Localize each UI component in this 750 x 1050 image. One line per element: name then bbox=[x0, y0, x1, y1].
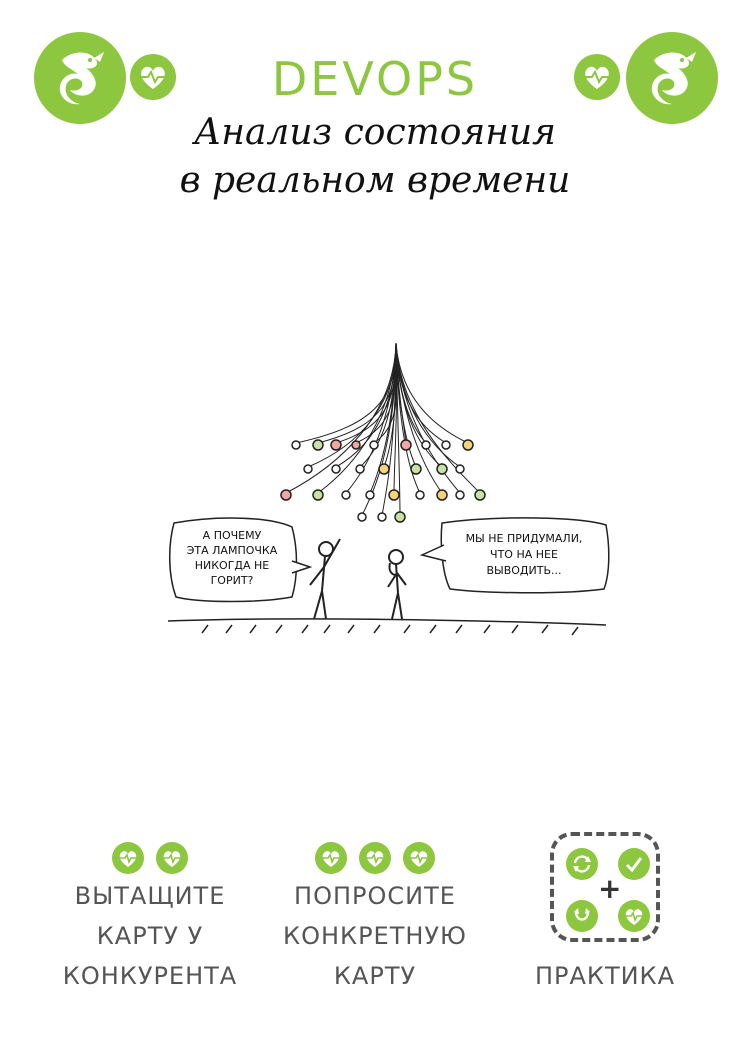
plus-sign: + bbox=[598, 872, 622, 905]
bulb bbox=[292, 441, 300, 449]
action-steal-card bbox=[60, 842, 240, 996]
heart-cost-row bbox=[60, 842, 240, 876]
speech-right-line1: МЫ НЕ ПРИДУМАЛИ, bbox=[465, 532, 583, 545]
bulb bbox=[379, 464, 389, 474]
bulb bbox=[411, 464, 421, 474]
bulb bbox=[332, 465, 340, 473]
bulb bbox=[378, 513, 386, 521]
action-request-line1: ПОПРОСИТЕ bbox=[294, 882, 456, 910]
bulb bbox=[313, 440, 323, 450]
bulb bbox=[342, 491, 350, 499]
practice-label: ПРАКТИКА bbox=[534, 962, 676, 990]
speech-left-line4: ГОРИТ? bbox=[210, 574, 254, 587]
stick-figure-left bbox=[310, 539, 340, 619]
stick-figure-right bbox=[388, 550, 406, 619]
bulb bbox=[281, 490, 291, 500]
speech-left-line2: ЭТА ЛАМПОЧКА bbox=[186, 544, 278, 557]
card-title-line2: в реальном времени bbox=[179, 160, 571, 201]
heart-pulse-icon bbox=[156, 842, 188, 874]
bulb bbox=[304, 465, 312, 473]
speech-bubble-left bbox=[170, 518, 310, 601]
bulb bbox=[366, 491, 374, 499]
heart-pulse-icon bbox=[315, 842, 347, 874]
bulb bbox=[437, 490, 447, 500]
bulb bbox=[356, 465, 364, 473]
practice-box bbox=[550, 832, 660, 942]
action-request-line3: КАРТУ bbox=[333, 962, 417, 990]
speech-left-line3: НИКОГДА НЕ bbox=[194, 559, 270, 572]
speech-right-line2: ЧТО НА НЕЕ bbox=[490, 548, 558, 561]
action-steal-line2: КАРТУ У bbox=[96, 922, 204, 950]
check-icon bbox=[618, 848, 650, 880]
bulb bbox=[456, 465, 464, 473]
bulb bbox=[352, 441, 360, 449]
bulb bbox=[313, 490, 323, 500]
bulb bbox=[475, 490, 485, 500]
wire-bundle bbox=[286, 343, 480, 515]
bulb bbox=[331, 440, 341, 450]
action-steal-line3: КОНКУРЕНТА bbox=[62, 962, 238, 990]
comic-illustration bbox=[160, 335, 610, 640]
refresh-icon bbox=[566, 848, 598, 880]
ground-line bbox=[168, 619, 606, 635]
heart-pulse-icon bbox=[618, 900, 650, 932]
bulb bbox=[422, 441, 430, 449]
bulb bbox=[370, 441, 378, 449]
bulb bbox=[463, 440, 473, 450]
action-steal-line1: ВЫТАЩИТЕ bbox=[74, 882, 226, 910]
speech-right-line3: ВЫВОДИТЬ... bbox=[486, 564, 562, 577]
bulb bbox=[395, 512, 405, 522]
bulb bbox=[389, 490, 399, 500]
bulb bbox=[416, 491, 424, 499]
bulb bbox=[437, 464, 447, 474]
speech-left-line1: А ПОЧЕМУ bbox=[202, 529, 262, 542]
brand-title: DEVOPS bbox=[271, 52, 479, 106]
heart-pulse-icon bbox=[359, 842, 391, 874]
action-request-line2: КОНКРЕТНУЮ bbox=[283, 922, 467, 950]
action-request-card bbox=[282, 842, 468, 996]
bulb bbox=[442, 441, 450, 449]
bulb bbox=[456, 491, 464, 499]
heart-pulse-icon bbox=[112, 842, 144, 874]
heart-pulse-icon bbox=[403, 842, 435, 874]
heart-cost-row bbox=[282, 842, 468, 876]
bulb bbox=[358, 513, 366, 521]
bulb bbox=[401, 440, 411, 450]
card-title-line1: Анализ состояния bbox=[193, 112, 556, 153]
cycle-icon bbox=[566, 900, 598, 932]
speech-bubble-right bbox=[422, 518, 609, 593]
